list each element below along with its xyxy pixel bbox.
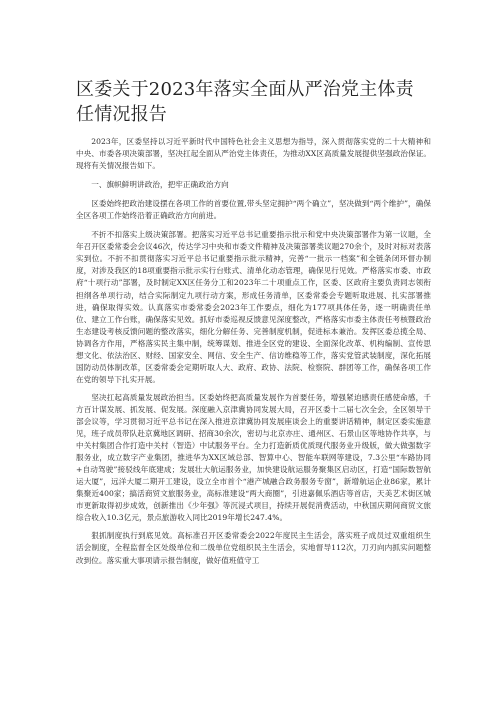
intro-paragraph: 2023年，区委坚持以习近平新时代中国特色社会主义思想为指导，深入贯彻落实党的二十大精神和中央、市委各项决策部署，坚决扛起全面从严治党主体责任，为推动XX区高质量发展提供坚强政治保证。现将有关情况报告如下。 <box>76 137 431 171</box>
document-title: 区委关于2023年落实全面从严治党主体责任情况报告 <box>76 79 414 125</box>
document-body <box>76 136 431 567</box>
section-heading-1: 一、旗帜鲜明讲政治，把牢正确政治方向 <box>91 180 229 190</box>
system-execution-paragraph: 狠抓制度执行到底见效。高标准召开区委常委会2022年度民主生活会，落实班子成员过双重组织生活会制度，全程监督全区处级单位和二级单位党组织民主生活会，实地督导112次，刀刃向内抓实问题整改到位。落实重大事项请示报告制度，做好值班值守工 <box>76 531 431 565</box>
decision-implementation-paragraph: 不折不扣落实上级决策部署。把落实习近平总书记重要指示批示和党中央决策部署作为第一议题，全年召开区委常委会会议46次，传达学习中央和市委文件精神及决策部署类议题270余个，及时对标对表落实到位。不折不扣贯彻落实习近平总书记重要指示批示精神，完善“一批示一档案”和全链条闭环督办制度，对涉及我区的18项重要指示批示实行台账式、清单化动态管理，确保见行见效。严格落实市委、市政府“十项行动”部署，及时制定XX区任务分工和2023年二十项重点工作，区委、区政府主要负责同志领衔担纲各单项行动，结合实际制定九项行动方案，形成任务清单，区委常委会专题听取进展、扎实部署推进，确保取得实效。认真落实市委常委会2023年工作要点，细化为177项具体任务，逐一明确责任单位、建立工作台账，确保落实见效。抓好市委巡视反馈意见深度整改，严格落实市委主体责任考核暨政治生态建设考核反馈问题的整改落实，细化分解任务、完善制度机制，促进标本兼治。发挥区委总揽全局、协调各方作用，严格落实民主集中制，统筹谋划、推进全区党的建设、全面深化改革、机构编制、宣传思想文化、依法治区、财经、国家安全、网信、安全生产、信访维稳等工作，落实党管武装制度，深化拓展国防动员体制改革，区委常委会定期听取人大、政府、政协、法院、检察院、群团等工作，确保各项工作在党的领导下扎实开展。 <box>76 230 431 384</box>
high-quality-development-paragraph: 坚决扛起高质量发展政治担当。区委始终把高质量发展作为首要任务，增强紧迫感责任感使命感，千方百计谋发展、抓发展、促发展。深度融入京津冀协同发展大局，召开区委十二届七次全会，全区领导干部会议等，学习贯彻习近平总书记在深入推进京津冀协同发展座谈会上的重要讲话精神，制定区委实施意见，班子成员带队赴京冀地区调研、招商30余次，密切与北京亦庄、通州区、石景山区等地协作共享，与中关村集团合作打造中关村（智造）中试服务平台。全力打造新质优质现代服务业升级版，做大做强数字服务业，成立数字产业集团，推进华为XX区域总部、智算中心、智能车联网等建设，7.3公里“车路协同+自动驾驶”接驳线年底建成；发展壮大航运服务业，加快建设航运服务聚集区启动区，打造“国际数智航运大厦”，远洋大厦二期开工建设，设立全市首个“港产城融合政务服务专窗”，新增航运企业86家，累计集聚近400家；搞活商贸文旅服务业，高标准建设“两大商圈”，引进嘉佩乐酒店等首店，天美艺术街区城市更新取得初步成效，创新推出《少年强》等沉浸式项目，持续开展促消费活动，中秋国庆期间商贸文旅综合收入10.3亿元，景点旅游收入同比2019年增长247.4%。 <box>76 392 431 523</box>
section-1-intro-paragraph: 区委始终把政治建设摆在各项工作的首要位置,带头坚定拥护“两个确立”，坚决做到“两个维护”，确保全区各项工作始终沿着正确政治方向前进。 <box>76 199 431 221</box>
